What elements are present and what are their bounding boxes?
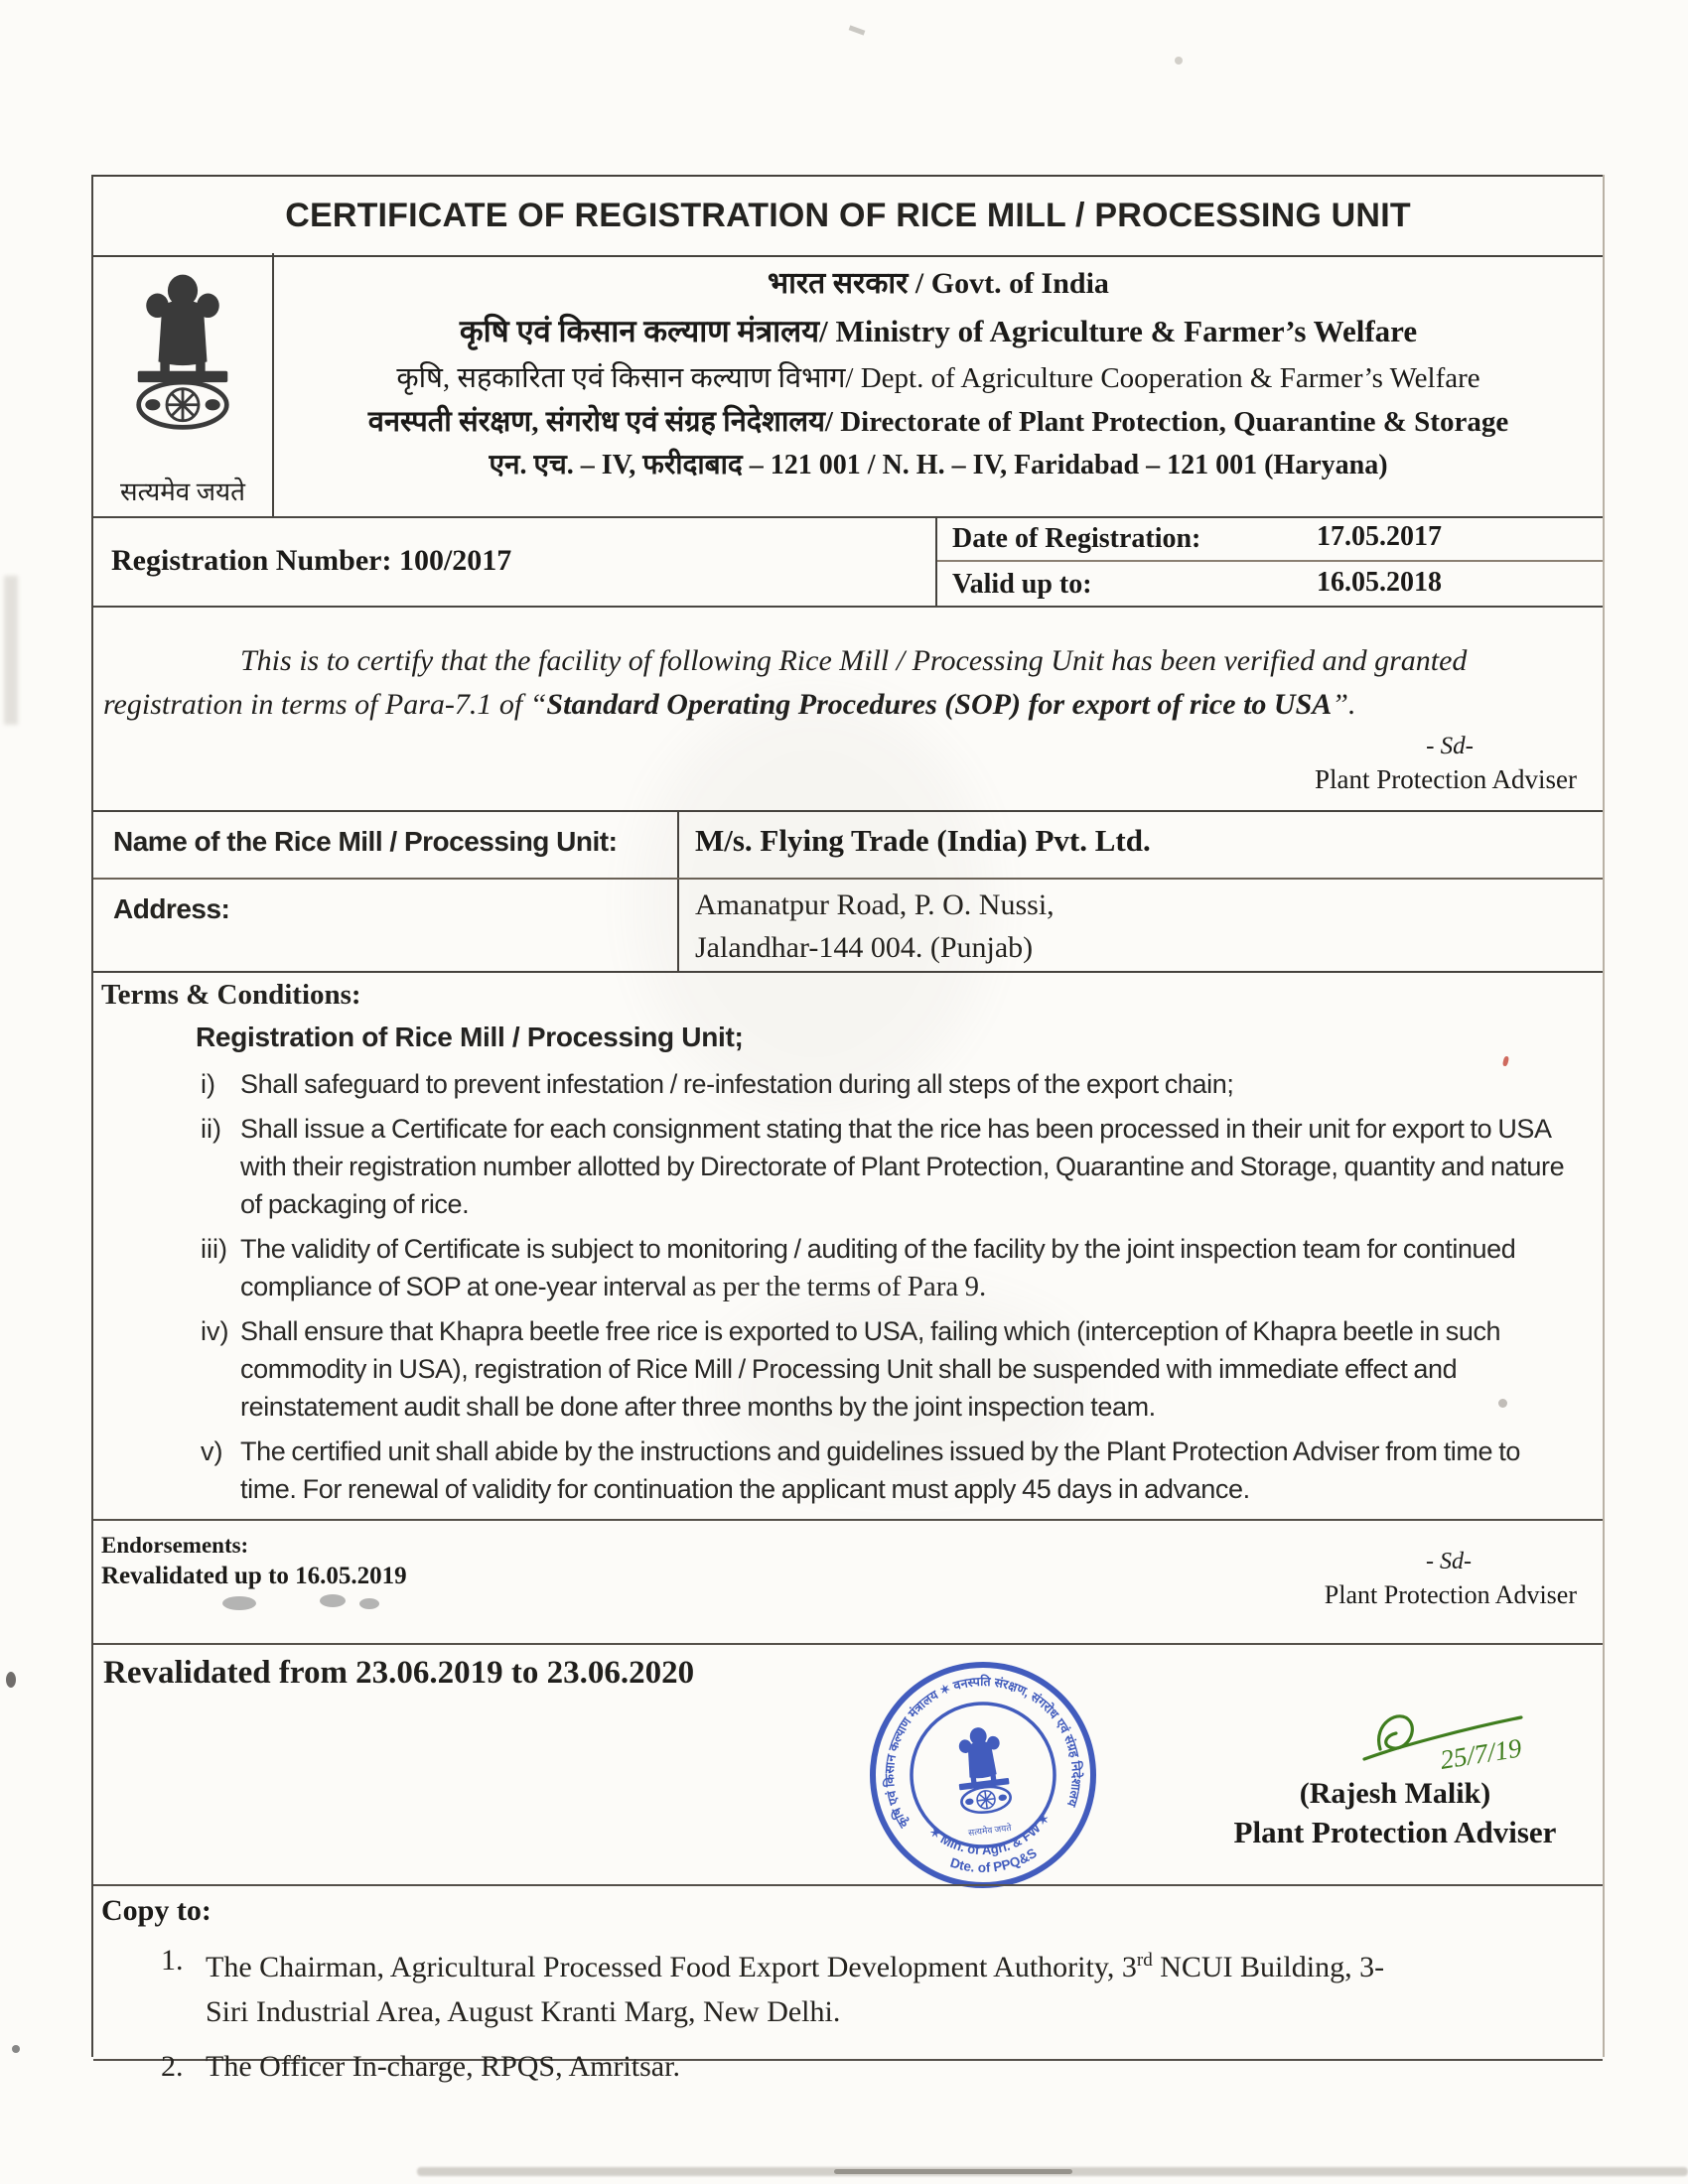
certificate-frame (91, 175, 1605, 2083)
terms-and-conditions-section (93, 969, 1603, 1519)
letterhead (93, 253, 1603, 518)
unit-details-table (93, 810, 1603, 973)
signatory-title: Plant Protection Adviser (1324, 1580, 1577, 1609)
ministry-line: कृषि एवं किसान कल्याण मंत्रालय/ Ministry of Agriculture & Farmer’s Welfare (459, 314, 1418, 348)
term-item (93, 1312, 1603, 1426)
terms-subheading: Registration of Rice Mill / Processing Unit; (196, 1022, 744, 1052)
address-line-2: Jalandhar-144 004. (Punjab) (695, 931, 1034, 964)
scan-mark-top (849, 25, 866, 35)
certificate-title-band (93, 175, 1603, 257)
endorsements-heading: Endorsements: (101, 1533, 249, 1558)
term-number: ii) (201, 1114, 221, 1144)
copy-item-number: 2. (161, 2050, 184, 2083)
unit-address-row (93, 880, 1603, 971)
certificate-title: CERTIFICATE OF REGISTRATION OF RICE MILL / PROCESSING UNIT (285, 197, 1411, 234)
date-of-registration-row (937, 516, 1603, 562)
valid-up-to-value: 16.05.2018 (1317, 567, 1442, 598)
certification-text-before: This is to certify that the facility of following Rice Mill / Processing Unit has been verified and granted registration in terms of Para-7.1 of “ (103, 644, 1468, 721)
date-of-registration-label: Date of Registration: (952, 523, 1201, 554)
copy-to-heading: Copy to: (101, 1894, 211, 1927)
revalidated-from-line: Revalidated from 23.06.2019 to 23.06.2020 (103, 1655, 695, 1691)
letterhead-lines (274, 261, 1603, 482)
unit-name-label: Name of the Rice Mill / Processing Unit: (113, 826, 618, 857)
satyameva-jayate-motto: सत्यमेव जयते (120, 478, 245, 506)
terms-heading: Terms & Conditions: (101, 979, 361, 1011)
term-text: Shall safeguard to prevent infestation / re-infestation during all steps of the export chain; (240, 1069, 1234, 1099)
term-text: The validity of Certificate is subject to monitoring / auditing of the facility by the joint inspection team for continued compliance of SOP at one-year interval as per the terms of Para 9. (240, 1234, 1516, 1302)
emblem-cell (93, 253, 274, 516)
stamp-emblem-icon (952, 1724, 1013, 1815)
valid-up-to-label: Valid up to: (952, 569, 1092, 600)
term-number: v) (201, 1436, 223, 1466)
address-line: एन. एच. – IV, फरीदाबाद – 121 001 / N. H. – IV, Faridabad – 121 001 (Haryana) (489, 450, 1388, 480)
certification-band (93, 606, 1603, 810)
sop-title: Standard Operating Procedures (SOP) for export of rice to USA (546, 688, 1333, 721)
signatory-title: Plant Protection Adviser (1315, 764, 1577, 794)
date-of-registration-value: 17.05.2017 (1317, 521, 1442, 552)
scan-smudge (320, 1594, 346, 1607)
registration-band (93, 516, 1603, 608)
term-number: iii) (201, 1234, 227, 1264)
term-text: Shall issue a Certificate for each consignment stating that the rice has been processed in their unit for export to USA with their registration number allotted by Directorate of Plant Protection, Quarantine and Storage, quantity and nature of packaging of rice. (240, 1114, 1565, 1219)
official-round-stamp (854, 1646, 1113, 1905)
sd-signature-text: - Sd- (1426, 733, 1474, 759)
valid-up-to-row (937, 562, 1603, 606)
term-item (93, 1433, 1603, 1508)
unit-address-label: Address: (113, 893, 230, 924)
unit-name-row (93, 812, 1603, 880)
scan-speck (1498, 1399, 1507, 1408)
scan-mark-left (6, 1672, 16, 1688)
stamp-ring-text: कृषि एवं किसान कल्याण मंत्रालय ✶ वनस्पति संरक्षण, संगरोध एवं संग्रह निदेशालय (882, 1674, 1084, 1831)
address-line-1: Amanatpur Road, P. O. Nussi, (695, 888, 1055, 921)
copy-item (93, 1938, 1603, 2034)
national-emblem-icon (117, 259, 248, 444)
certification-text (103, 639, 1589, 727)
unit-address-value (695, 884, 1055, 969)
endorsements-section (93, 1519, 1603, 1645)
govt-of-india-line: भारत सरकार / Govt. of India (768, 267, 1109, 300)
stamp-motto: सत्यमेव जयते (967, 1822, 1013, 1839)
scan-streak-left (4, 576, 18, 725)
scan-mark-left (12, 2045, 20, 2053)
directorate-line: वनस्पती संरक्षण, संगरोध एवं संग्रह निदेशालय/ Directorate of Plant Protection, Quarantine & Storage (367, 406, 1509, 438)
term-item (93, 1230, 1603, 1305)
term-item (93, 1110, 1603, 1223)
officer-title: Plant Protection Adviser (1233, 1815, 1557, 1849)
sd-signature-text: - Sd- (1426, 1549, 1472, 1574)
scan-mark-top (1175, 57, 1183, 65)
revalidated-up-to-line: Revalidated up to 16.05.2019 (101, 1563, 407, 1589)
stamp-ministry-text: ✶ Min. of Agri. & FW ✶ (925, 1811, 1054, 1858)
registration-number-cell (93, 516, 935, 606)
term-text-serif-tail: as per the terms of Para 9. (686, 1271, 987, 1302)
signature-date: 25/7/19 (1438, 1732, 1524, 1775)
scan-smudge (359, 1598, 379, 1609)
scan-streak-bottom-dark (834, 2169, 1072, 2174)
registration-number: Registration Number: 100/2017 (111, 544, 512, 577)
certification-text-after: ”. (1332, 688, 1356, 721)
copy-to-section (93, 1884, 1603, 2083)
term-text: The certified unit shall abide by the instructions and guidelines issued by the Plant Protection Adviser from time to time. For renewal of validity for continuation the applicant must apply 45 days in advance. (240, 1436, 1520, 1504)
copy-item (93, 2044, 1603, 2089)
unit-name-value: M/s. Flying Trade (India) Pvt. Ltd. (695, 823, 1151, 858)
term-number: i) (201, 1069, 215, 1099)
copy-item-text: The Chairman, Agricultural Processed Food Export Development Authority, 3rd NCUI Building, 3- Siri Industrial Area, August Kranti Marg, New Delhi. (206, 1938, 1536, 2034)
term-item (93, 1065, 1603, 1103)
scan-smudge (222, 1596, 256, 1610)
department-line: कृषि, सहकारिता एवं किसान कल्याण विभाग/ Dept. of Agriculture Cooperation & Farmer’s Welfare (396, 362, 1480, 394)
copy-item-text: The Officer In-charge, RPQS, Amritsar. (206, 2050, 680, 2083)
officer-name: (Rajesh Malik) (1299, 1777, 1491, 1810)
stamp-directorate-text: Dte. of PPQ&S (948, 1844, 1040, 1876)
term-text: Shall ensure that Khapra beetle free rice is exported to USA, failing which (interception of Khapra beetle in such commodity in USA), registration of Rice Mill / Processing Unit shall be suspended with immediate effect and reinstatement audit shall be done after three months by the joint inspection team. (240, 1316, 1501, 1422)
signature-block (1201, 1696, 1589, 1850)
ordinal-superscript: rd (1136, 1950, 1153, 1971)
terms-list (93, 1065, 1603, 1508)
copy-item-number: 1. (161, 1944, 184, 1977)
registration-dates-cell (935, 516, 1603, 606)
term-number: iv) (201, 1316, 229, 1346)
copy-item-line2: Siri Industrial Area, August Kranti Marg, New Delhi. (206, 1995, 841, 2028)
